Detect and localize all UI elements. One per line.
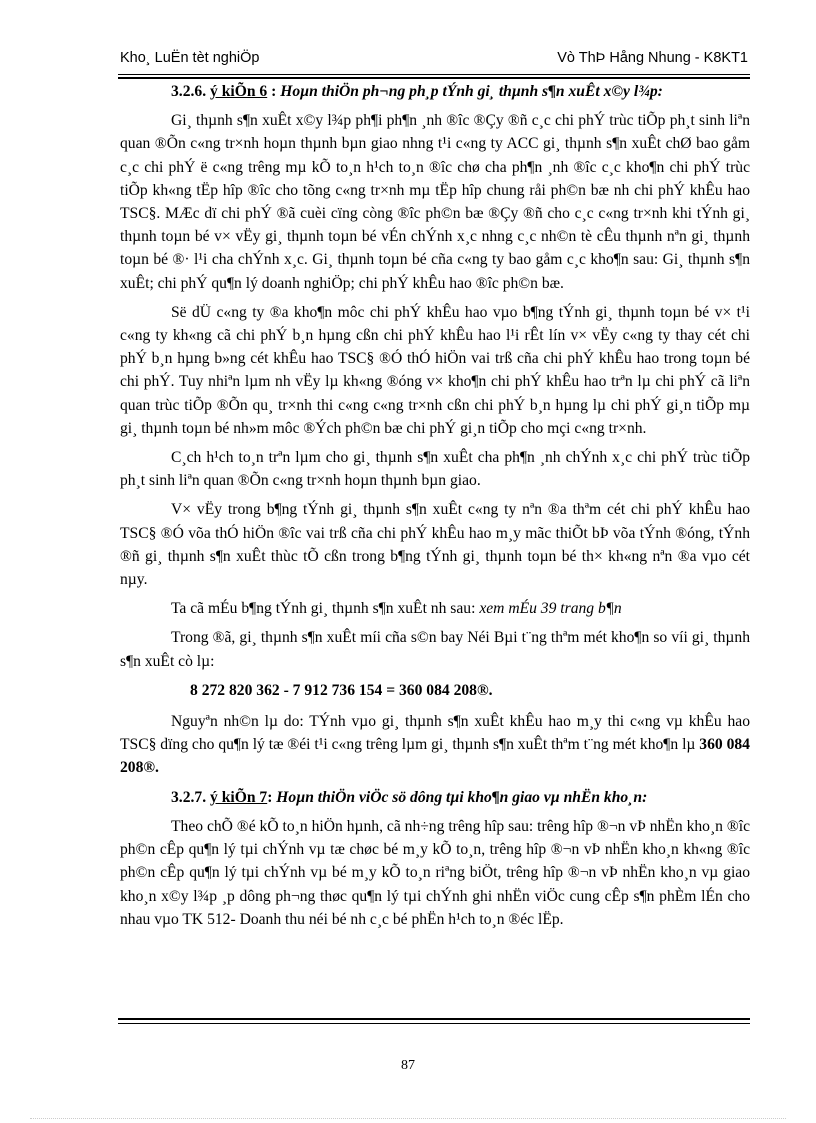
section-label: ý kiÕn 6 [210, 83, 268, 100]
footer-rule-thin [118, 1023, 750, 1024]
section-title: Hoµn thiÖn ph¬ng ph¸p tÝnh gi¸ thµnh s¶n xuÊt x©y l¾p: [280, 83, 663, 100]
reason-paragraph [120, 710, 750, 780]
reference-text: Ta cã mÉu b¶ng tÝnh gi¸ thµnh s¶n xuÊt nh sau: [171, 600, 480, 618]
page-number: 87 [401, 1058, 415, 1073]
section-separator: : [267, 788, 277, 806]
page-edge-divider [30, 1118, 786, 1119]
paragraph: Trong ®ã, gi¸ thµnh s¶n xuÊt míi cña s©n bay Néi Bµi t¨ng thªm mét kho¶n so víi gi¸ thµnh s¶n xuÊt cò lµ: [120, 629, 750, 670]
section-title: Hoµn thiÖn viÖc sö dông tµi kho¶n giao vµ nhËn kho¸n: [276, 788, 648, 806]
reason-amount: 360 084 208®. [120, 736, 750, 777]
paragraph: C¸ch h¹ch to¸n trªn lµm cho gi¸ thµnh s¶n xuÊt cha ph¶n ¸nh chÝnh x¸c chi phÝ trùc tiÕp ph¸t sinh liªn quan ®Õn c«ng tr×nh hoµn thµnh bµn giao. [120, 449, 750, 490]
section-heading-3-2-6 [120, 80, 750, 103]
paragraph: Së dÜ c«ng ty ®a kho¶n môc chi phÝ khÊu hao vµo b¶ng tÝnh gi¸ thµnh toµn bé v× t¹i c«ng ty kh«ng cã chi phÝ b¸n hµng cßn chi phÝ khÊu hao l¹i rÊt lín v× vËy c«ng ty thay cét chi phÝ b¸n hµng b»ng cét khÊu hao TSC§ ®Ó thÓ hiÖn vai trß cña chi phÝ khÊu hao trong toµn bé chi phÝ. Tuy nhiªn lµm nh vËy lµ kh«ng ®óng v× kho¶n chi phÝ khÊu hao trªn lµ chi phÝ cã liªn quan trùc tiÕp ®Õn qu¸ tr×nh thi c«ng c«ng tr×nh cßn chi phÝ b¸n hµng lµ chi phÝ gi¸n tiÕp mµ gi¸ thµnh toµn bé nh»m môc ®Ých ph©n bæ chi phÝ gi¸n tiÕp cho mçi c«ng tr×nh. [120, 303, 750, 437]
page-header [118, 50, 750, 74]
calculation-formula: 8 272 820 362 - 7 912 736 154 = 360 084 208®. [190, 681, 493, 699]
paragraph: Theo chÕ ®é kÕ to¸n hiÖn hµnh, cã nh÷ng trêng hîp sau: trêng hîp ®¬n vÞ nhËn kho¸n ®îc ph©n cÊp qu¶n lý tµi chÝnh vµ tæ chøc bé m¸y kÕ to¸n, trêng hîp ®¬n vÞ nhËn kho¸n kh«ng ®îc ph©n cÊp qu¶n lý tµi chÝnh vµ bé m¸y kÕ to¸n riªng biÖt, trêng hîp ®¬n vÞ nhËn kho¸n vµ giao kho¸n x©y l¾p ¸p dông ph¬ng thøc qu¶n lý tµi chÝnh ghi nhËn viÖc cung cÊp s¶n phÈm lÉn cho nhau vµo TK 512- Doanh thu néi bé nh c¸c bé phËn h¹ch to¸n ®éc lËp. [120, 817, 750, 928]
page-body [120, 80, 750, 937]
reason-text: Nguyªn nh©n lµ do: TÝnh vµo gi¸ thµnh s¶n xuÊt khÊu hao m¸y thi c«ng vµ khÊu hao TSC§ dïng cho qu¶n lý tæ ®éi t¹i c«ng trêng lµm gi¸ thµnh s¶n xuÊt thªm t¨ng mét kho¶n lµ [120, 713, 750, 754]
header-thesis-title: Kho¸ LuËn tèt nghiÖp [120, 50, 260, 66]
section-separator: : [267, 83, 281, 100]
footer-rule-thick [118, 1018, 750, 1020]
section-number: 3.2.6. [171, 83, 207, 100]
section-label: ý kiÕn 7 [210, 788, 268, 806]
paragraph: Gi¸ thµnh s¶n xuÊt x©y l¾p ph¶i ph¶n ¸nh ®îc ®Çy ®ñ c¸c chi phÝ trùc tiÕp ph¸t sinh liªn quan ®Õn c«ng tr×nh hoµn thµnh bµn giao nhng t¹i c«ng ty ACC gi¸ thµnh s¶n xuÊt chØ bao gåm c¸c chi phÝ ë c«ng trêng mµ kÕ to¸n h¹ch to¸n ®îc chø cha ph¶n ¸nh ®îc c¸c kho¶n chi phÝ trùc tiÕp kh«ng tËp hîp ®îc cho tõng c«ng tr×nh mµ tËp hîp chung råi ph©n bæ nh chi phÝ khÊu hao TSC§. MÆc dï chi phÝ ®ã cuèi cïng còng ®îc ph©n bæ ®Çy ®ñ cho c¸c c«ng tr×nh khi tÝnh gi¸ thµnh toµn bé v× vËy gi¸ thµnh toµn bé vÉn chÝnh x¸c nhng c¸c nh©n tè cÊu thµnh nªn gi¸ thµnh toµn bé ®· l¹i cha chÝnh x¸c. Gi¸ thµnh toµn bé cña c«ng ty bao gåm c¸c kho¶n sau: Gi¸ thµnh s¶n xuÊt; chi phÝ qu¶n lý doanh nghiÖp; chi phÝ khÊu hao ®îc ph©n bæ. [120, 112, 750, 292]
section-number: 3.2.7. [171, 788, 207, 806]
header-rule-thick [118, 77, 750, 79]
header-rule-thin [118, 74, 750, 75]
section-heading-3-2-7 [120, 786, 750, 809]
reference-link: xem mÉu 39 trang b¶n [479, 600, 622, 618]
paragraph: V× vËy trong b¶ng tÝnh gi¸ thµnh s¶n xuÊt c«ng ty nªn ®a thªm cét chi phÝ khÊu hao TSC§ ®Ó võa thÓ hiÖn ®îc vai trß cña chi phÝ khÊu hao m¸y mãc thiÕt bÞ võa tÝnh ®óng, tÝnh ®ñ gi¸ thµnh s¶n xuÊt thùc tÕ cßn trong b¶ng tÝnh gi¸ thµnh toµn bé th× kh«ng nªn ®a vµo cét nµy. [120, 501, 750, 589]
header-author: Vò ThÞ Hång Nhung - K8KT1 [557, 50, 748, 66]
reference-paragraph [120, 597, 750, 620]
